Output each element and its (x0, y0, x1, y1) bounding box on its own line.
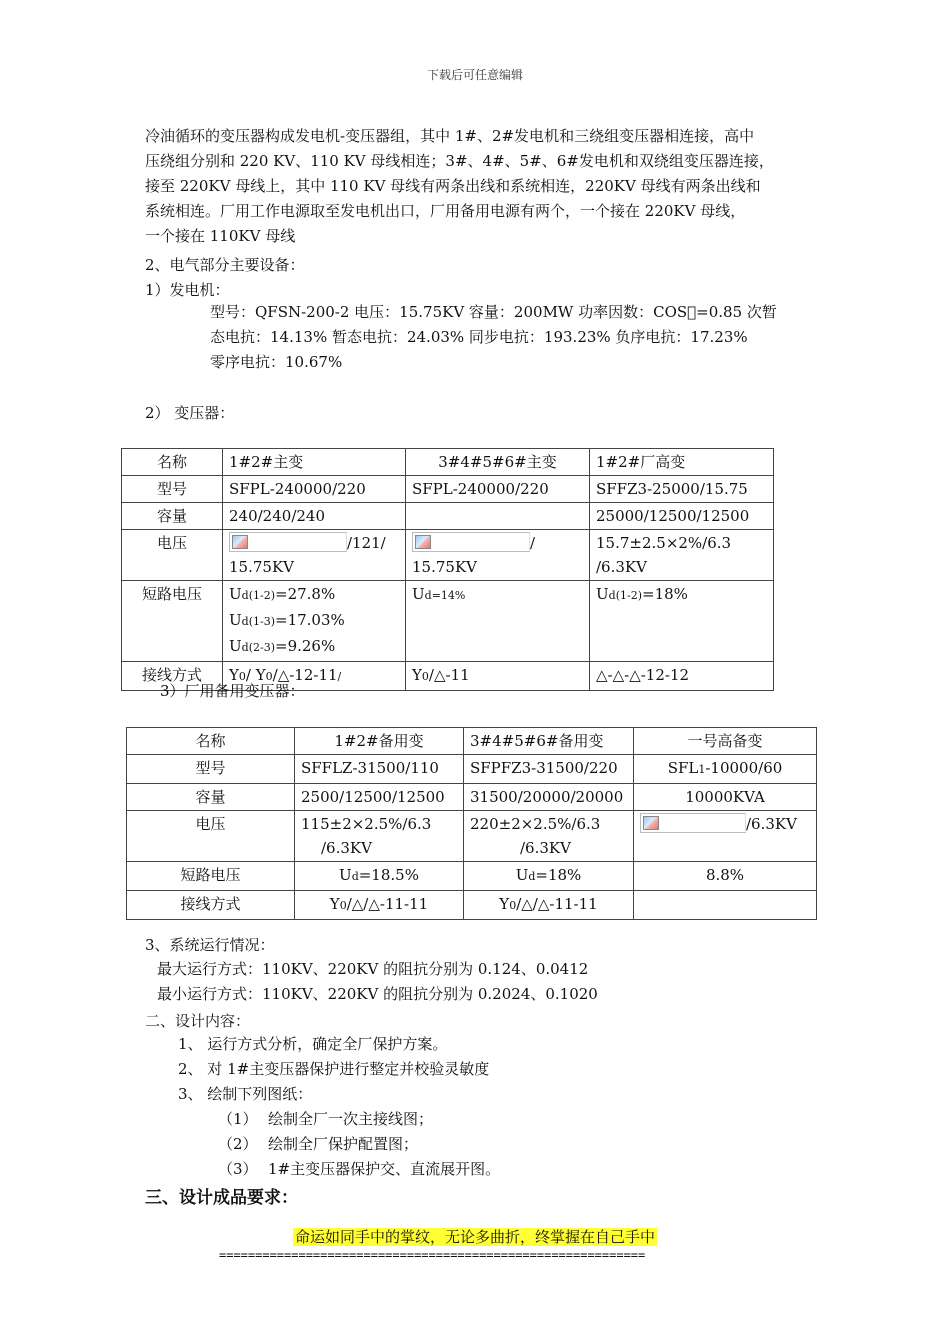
table-row (122, 530, 774, 581)
table-row (127, 755, 817, 784)
table-cell: 容量 (127, 784, 295, 811)
table-cell: 电压 (127, 811, 295, 862)
page-header: 下载后可任意编辑 (426, 68, 523, 82)
table-cell: Y0/ Y0/△-12-11/ (223, 662, 406, 691)
table-header-cell: 1#2#主变 (223, 449, 406, 476)
intro-line: 压绕组分别和 220 KV、110 KV 母线相连；3#、4#、5#、6#发电机和双绕组变压器连接， (145, 152, 774, 170)
table-header-cell: 3#4#5#6#备用变 (464, 728, 634, 755)
table-cell: 240/240/240 (223, 503, 406, 530)
operation-line: 最小运行方式：110KV、220KV 的阻抗分别为 0.2024、0.1020 (157, 985, 598, 1003)
table-row (127, 811, 817, 862)
table-cell: SFFZ3-25000/15.75 (590, 476, 774, 503)
generator-title: 1）发电机： (145, 281, 230, 299)
list-item: （2） 绘制全厂保护配置图； (218, 1135, 419, 1153)
table-cell: 115±2×2.5%/6.3 /6.3KV (295, 811, 464, 862)
list-item: 2、 对 1#主变压器保护进行整定并校验灵敏度 (178, 1060, 490, 1078)
list-item: （1） 绘制全厂一次主接线图； (218, 1110, 434, 1128)
table-cell: SFFLZ-31500/110 (295, 755, 464, 784)
backup-transformer-table (126, 727, 817, 920)
list-item: 3、 绘制下列图纸： (178, 1085, 313, 1103)
table-cell: 短路电压 (127, 862, 295, 891)
table-header-cell: 1#2#备用变 (295, 728, 464, 755)
table-header-cell: 名称 (122, 449, 223, 476)
table-cell: 15.7±2.5×2%/6.3 /6.3KV (590, 530, 774, 581)
table-cell: SFPL-240000/220 (406, 476, 590, 503)
table-row (122, 503, 774, 530)
table-cell (634, 891, 817, 920)
broken-image-icon (640, 813, 746, 833)
table-row (122, 581, 774, 662)
table-cell: 短路电压 (122, 581, 223, 662)
table-cell: 2500/12500/12500 (295, 784, 464, 811)
table-header-cell: 一号高备变 (634, 728, 817, 755)
generator-line: 型号：QFSN-200-2 电压：15.75KV 容量：200MW 功率因数：COS =0.85 次暂 (210, 303, 777, 321)
table-row (127, 784, 817, 811)
table-cell: 25000/12500/12500 (590, 503, 774, 530)
list-item: 1、 运行方式分析，确定全厂保护方案。 (178, 1035, 448, 1053)
table-cell: 220±2×2.5%/6.3 /6.3KV (464, 811, 634, 862)
broken-image-icon (412, 532, 530, 552)
result-requirements-title: 三、设计成品要求： (145, 1188, 298, 1208)
list-item: （3） 1#主变压器保护交、直流展开图。 (218, 1160, 501, 1178)
table-cell: 接线方式 (127, 891, 295, 920)
table-cell: 容量 (122, 503, 223, 530)
backup-transformer-title: 3）厂用备用变压器： (160, 682, 305, 700)
design-items (178, 1032, 489, 1107)
table-cell: 8.8% (634, 862, 817, 891)
table-cell: 型号 (122, 476, 223, 503)
table-cell: Ud=18.5% (295, 862, 464, 891)
table-cell: Y0/△/△-11-11 (464, 891, 634, 920)
table-cell: SFPL-240000/220 (223, 476, 406, 503)
table-row (122, 476, 774, 503)
table-row (127, 891, 817, 920)
table-cell: 10000KVA (634, 784, 817, 811)
footer-divider: =========================================================== (219, 1248, 646, 1262)
intro-paragraph (145, 124, 774, 249)
table-cell: Ud=14% (406, 581, 590, 662)
table-header-cell: 名称 (127, 728, 295, 755)
table-cell: 接线方式 (122, 662, 223, 691)
table-cell: 31500/20000/20000 (464, 784, 634, 811)
section-2-title: 2、电气部分主要设备： (145, 256, 305, 274)
table-cell: Ud=18% (464, 862, 634, 891)
table-cell: /6.3KV (634, 811, 817, 862)
table-row (122, 449, 774, 476)
intro-line: 系统相连。厂用工作电源取至发电机出口，厂用备用电源有两个，一个接在 220KV 母线， (145, 202, 746, 220)
design-content-title: 二、设计内容： (145, 1012, 251, 1030)
table-cell: 型号 (127, 755, 295, 784)
footer-quote: 命运如同手中的掌纹，无论多曲折，终掌握在自己手中 (294, 1228, 655, 1246)
intro-line: 冷油循环的变压器构成发电机-变压器组，其中 1#、2#发电机和三绕组变压器相连接，高中 (145, 127, 755, 145)
section-3-title: 3、系统运行情况： (145, 936, 275, 954)
main-transformer-table (121, 448, 774, 691)
intro-line: 一个接在 110KV 母线 (145, 227, 296, 245)
generator-line: 零序电抗：10.67% (210, 353, 343, 371)
table-cell: Ud(1-2)=27.8% Ud(1-3)=17.03% Ud(2-3)=9.26% (223, 581, 406, 662)
operation-conditions (157, 957, 598, 1007)
table-cell: /121/ 15.75KV (223, 530, 406, 581)
table-header-cell: 1#2#厂高变 (590, 449, 774, 476)
table-cell: SFPFZ3-31500/220 (464, 755, 634, 784)
table-cell: 电压 (122, 530, 223, 581)
table-cell: SFL1-10000/60 (634, 755, 817, 784)
table-cell (406, 503, 590, 530)
transformer-title: 2） 变压器： (145, 404, 235, 422)
table-cell: / 15.75KV (406, 530, 590, 581)
generator-specs (210, 300, 777, 375)
table-cell: △-△-△-12-12 (590, 662, 774, 691)
table-row (127, 728, 817, 755)
table-cell: Y0/△-11 (406, 662, 590, 691)
table-cell: Y0/△/△-11-11 (295, 891, 464, 920)
intro-line: 接至 220KV 母线上，其中 110 KV 母线有两条出线和系统相连，220KV 母线有两条出线和 (145, 177, 761, 195)
broken-image-icon (229, 532, 347, 552)
table-row (127, 862, 817, 891)
generator-line: 态电抗：14.13% 暂态电抗：24.03% 同步电抗：193.23% 负序电抗：17.23% (210, 328, 748, 346)
table-header-cell: 3#4#5#6#主变 (406, 449, 590, 476)
operation-line: 最大运行方式：110KV、220KV 的阻抗分别为 0.124、0.0412 (157, 960, 589, 978)
table-cell: Ud(1-2)=18% (590, 581, 774, 662)
drawing-list (218, 1107, 500, 1182)
